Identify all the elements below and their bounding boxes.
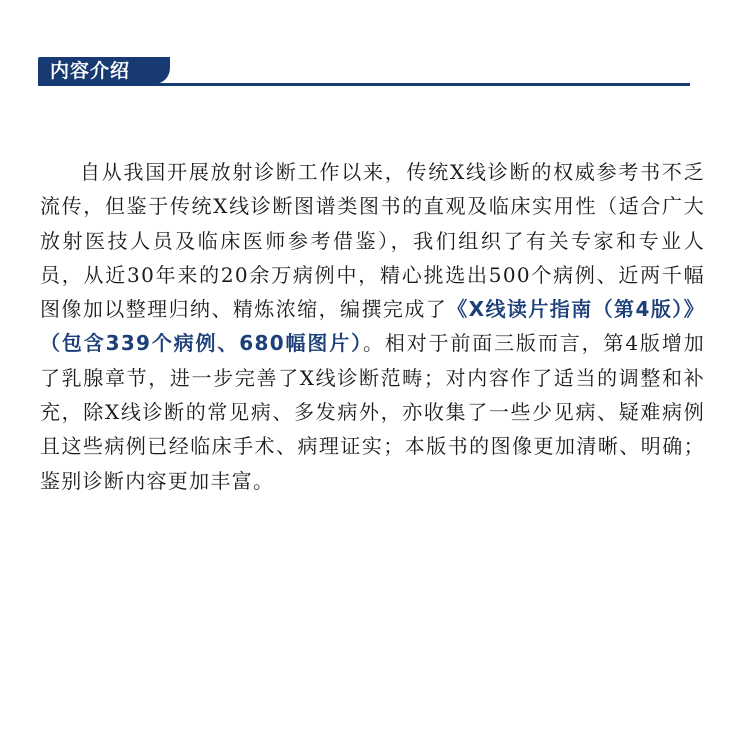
intro-paragraph — [40, 155, 705, 498]
intro-text-part1: 自从我国开展放射诊断工作以来，传统X线诊断的权威参考书不乏流传，但鉴于传统X线诊断图谱类图书的直观及临床实用性（适合广大放射医技人员及临床医师参考借鉴），我们组织了有关专家和专业人员，从近30年来的20余万病例中，精心挑选出500个病例、近两千幅图像加以整理归纳、精炼浓缩，编撰完成了 — [40, 160, 705, 322]
intro-text-part2: 。相对于前面三版而言，第4版增加了乳腺章节，进一步完善了X线诊断范畴；对内容作了适当的调整和补充，除X线诊断的常见病、多发病外，亦收集了一些少见病、疑难病例且这些病例已经临床手术、病理证实；本版书的图像更加清晰、明确；鉴别诊断内容更加丰富。 — [40, 331, 705, 493]
header-divider — [38, 83, 690, 86]
book-title-highlight: 《X线读片指南（第4版）》（包含339个病例、680幅图片） — [40, 297, 705, 356]
section-title: 内容介绍 — [50, 60, 131, 82]
section-tab — [38, 57, 170, 84]
section-header — [38, 57, 690, 87]
